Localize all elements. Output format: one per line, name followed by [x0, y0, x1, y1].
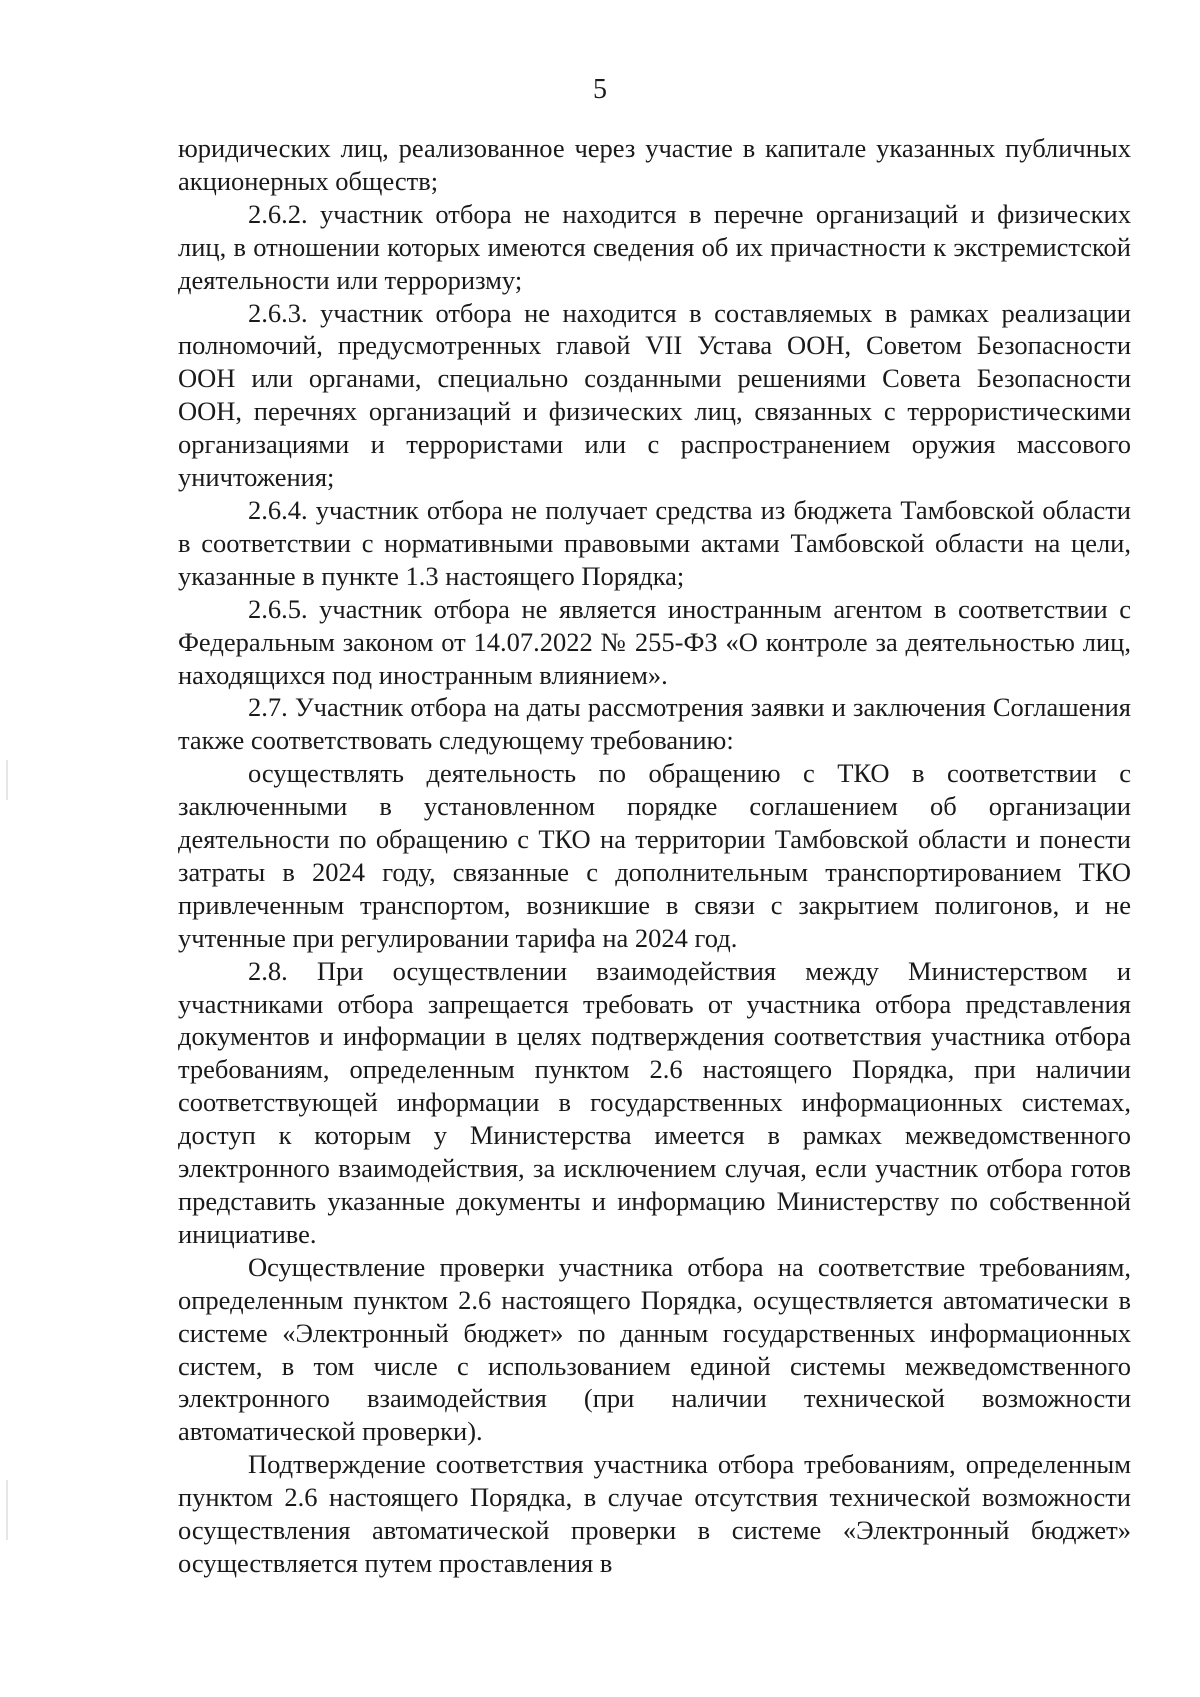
paragraph-2-6-3: 2.6.3. участник отбора не находится в составляемых в рамках реализации полномочий, предусмотренных главой VII Устава ООН, Советом Безопасности ООН или органами, специально созданными решениями Совета Безопасности ООН, перечнях организаций и физических лиц, связанных с террористическими организациями и террористами или с распространением оружия массового уничтожения; [178, 297, 1131, 493]
scan-edge-mark [6, 1480, 8, 1540]
paragraph-2-6-2: 2.6.2. участник отбора не находится в перечне организаций и физических лиц, в отношении которых имеются сведения об их причастности к экстремистской деятельности или терроризму; [178, 198, 1131, 295]
paragraph-2-7: 2.7. Участник отбора на даты рассмотрения заявки и заключения Соглашения также соответствовать следующему требованию: [178, 692, 1131, 756]
paragraph-2-6-5: 2.6.5. участник отбора не является иностранным агентом в соответствии с Федеральным законом от 14.07.2022 № 255-ФЗ «О контроле за деятельностью лиц, находящихся под иностранным влиянием». [178, 593, 1131, 690]
document-body [178, 132, 1131, 1580]
paragraph-continuation: юридических лиц, реализованное через участие в капитале указанных публичных акционерных обществ; [178, 133, 1131, 196]
page-number: 5 [593, 74, 607, 105]
paragraph-2-7-requirement: осуществлять деятельность по обращению с ТКО в соответствии с заключенными в установленном порядке соглашением об организации деятельности по обращению с ТКО на территории Тамбовской области и понести затраты в 2024 году, связанные с дополнительным транспортированием ТКО привлеченным транспортом, возникшие в связи с закрытием полигонов, и не учтенные при регулировании тарифа на 2024 год. [178, 758, 1131, 953]
paragraph-2-8: 2.8. При осуществлении взаимодействия между Министерством и участниками отбора запрещается требовать от участника отбора представления документов и информации в целях подтверждения соответствия участника отбора требованиям, определенным пунктом 2.6 настоящего Порядка, при наличии соответствующей информации в государственных информационных системах, доступ к которым у Министерства имеется в рамках межведомственного электронного взаимодействия, за исключением случая, если участник отбора готов представить указанные документы и информацию Министерству по собственной инициативе. [178, 955, 1131, 1249]
scan-edge-mark [6, 760, 8, 800]
paragraph-confirmation: Подтверждение соответствия участника отбора требованиям, определенным пунктом 2.6 настоящего Порядка, в случае отсутствия технической возможности осуществления автоматической проверки в системе «Электронный бюджет» осуществляется путем проставления в [178, 1449, 1131, 1578]
paragraph-automatic-check: Осуществление проверки участника отбора на соответствие требованиям, определенным пунктом 2.6 настоящего Порядка, осуществляется автоматически в системе «Электронный бюджет» по данным государственных информационных систем, в том числе с использованием единой системы межведомственного электронного взаимодействия (при наличии технической возможности автоматической проверки). [178, 1251, 1131, 1447]
paragraph-2-6-4: 2.6.4. участник отбора не получает средства из бюджета Тамбовской области в соответствии с нормативными правовыми актами Тамбовской области на цели, указанные в пункте 1.3 настоящего Порядка; [178, 494, 1131, 591]
